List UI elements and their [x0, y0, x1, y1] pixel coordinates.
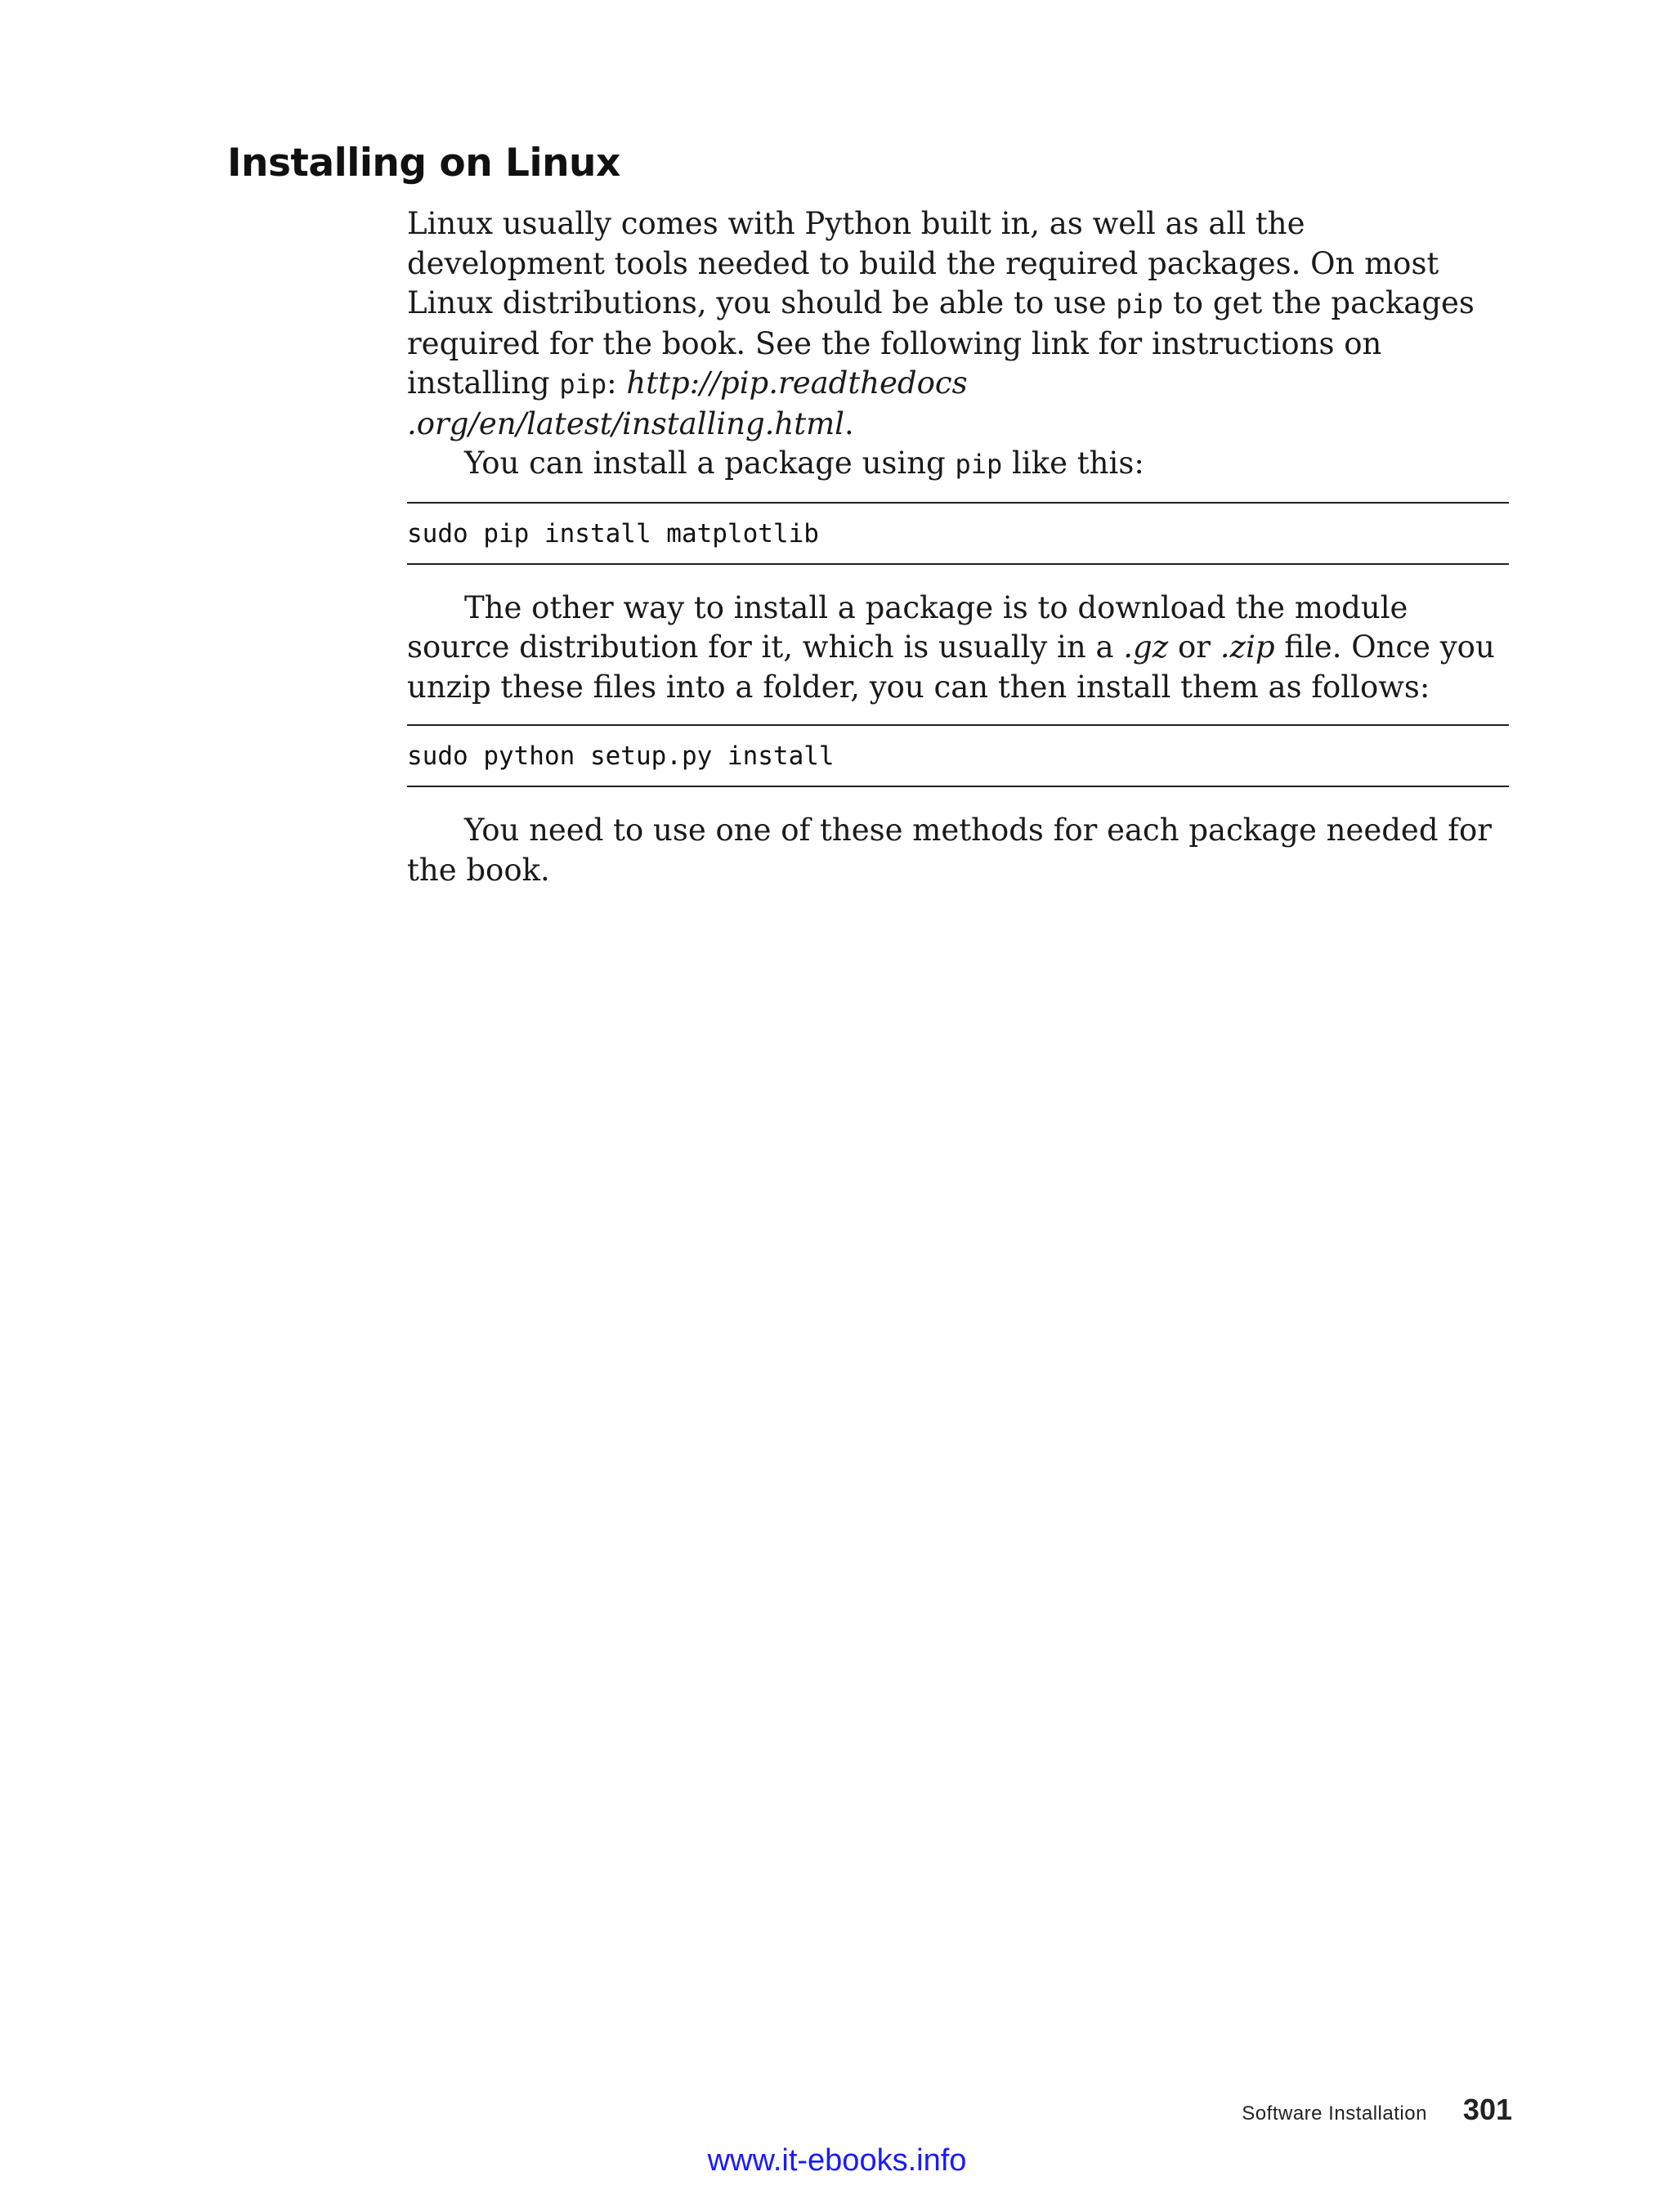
paragraph-intro — [407, 204, 1509, 444]
text-run: like this: — [1002, 446, 1144, 481]
footer-section-name: Software Installation — [1242, 2102, 1427, 2125]
text-run: or — [1168, 629, 1220, 665]
page-number: 301 — [1462, 2093, 1512, 2126]
text-run: to get the packages required for the book. See the following link for instructions on installing — [407, 285, 1475, 401]
text-run: : — [606, 365, 627, 401]
code-block-setup-install: sudo python setup.py install — [407, 724, 1509, 787]
inline-code: pip — [1116, 289, 1164, 320]
text-run: file. Once you unzip these files into a folder, you can then install them as follows: — [407, 629, 1495, 705]
text-run: You can install a package using — [464, 446, 956, 481]
text-run: The other way to install a package is to download the module source distribution for it, which is usually in a — [407, 589, 1408, 665]
text-run: . — [844, 405, 854, 441]
text-run: Linux usually comes with Python built in, as well as all the development tools needed to build the required packages. On most Linux distributions, you should be able to use — [407, 206, 1439, 320]
section-heading: Installing on Linux — [227, 141, 620, 186]
watermark-link[interactable]: www.it-ebooks.info — [707, 2143, 967, 2178]
code-block-pip-install: sudo pip install matplotlib — [407, 502, 1509, 565]
paragraph-pip-usage — [407, 444, 1509, 485]
text-run: You need to use one of these methods for each package needed for the book. — [407, 813, 1492, 888]
file-extension-zip: .zip — [1220, 629, 1275, 665]
inline-code: pip — [559, 369, 607, 400]
paragraph-source-install — [407, 589, 1509, 708]
inline-code: pip — [955, 449, 1003, 480]
pip-install-url[interactable]: http://pip.readthedocs — [626, 365, 968, 401]
paragraph-closing — [407, 811, 1509, 890]
body-content — [407, 204, 1509, 890]
file-extension-gz: .gz — [1123, 629, 1169, 665]
pip-install-url-continued[interactable]: .org/en/latest/installing.html — [407, 405, 845, 441]
page-footer — [1144, 2093, 1512, 2127]
